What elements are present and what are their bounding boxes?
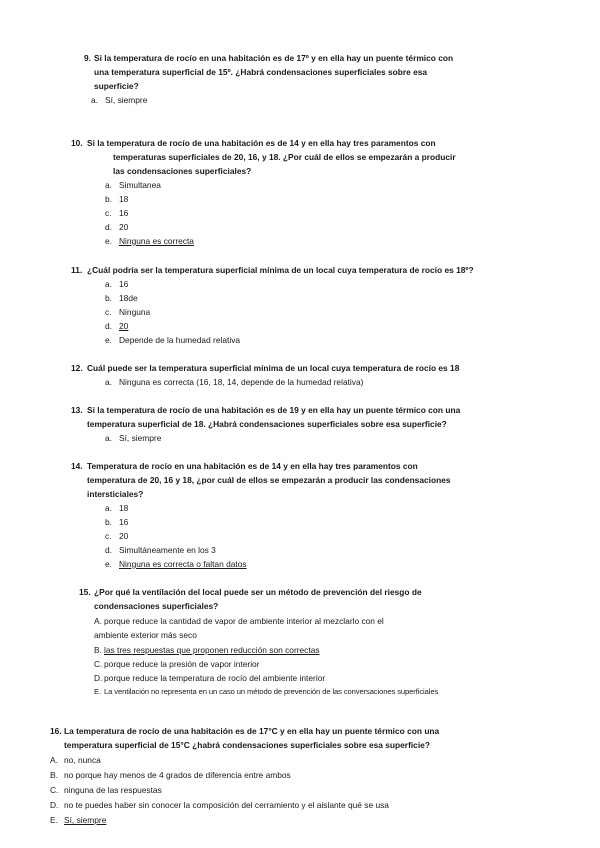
option-c (105, 531, 128, 542)
option-text: no porque hay menos de 4 grados de diferencia entre ambos (64, 770, 291, 780)
question-text-line: Si la temperatura de rocío en una habitación es de 17º y en ella hay un puente térmico con (94, 53, 454, 63)
option-letter: a. (105, 180, 112, 190)
option-text: 18 (119, 194, 129, 204)
option-text: las tres respuestas que proponen reducción son correctas (104, 645, 320, 655)
option-d (50, 800, 389, 811)
option-d (105, 321, 128, 332)
option-letter: e. (105, 236, 112, 246)
option-e (50, 815, 106, 826)
option-letter: D. (50, 800, 59, 810)
option-letter: b. (105, 517, 112, 527)
option-text: Simultanea (119, 180, 161, 190)
question-number: 9. (84, 53, 91, 63)
option-text: Ninguna es correcta (119, 236, 194, 246)
option-b (105, 293, 138, 304)
option-text: porque reduce la presión de vapor interior (104, 659, 260, 669)
question-text-line: una temperatura superficial de 15º. ¿Habrá condensaciones superficiales sobre esa (94, 67, 428, 77)
option-e (105, 559, 247, 570)
option-letter: C. (94, 659, 103, 669)
question-text-line: intersticiales? (87, 489, 144, 499)
option-text: 20 (119, 222, 129, 232)
option-letter: E. (50, 815, 58, 825)
option-letter: d. (105, 545, 112, 555)
option-text: Depende de la humedad relativa (119, 335, 241, 345)
option-letter: c. (105, 307, 112, 317)
option-text: porque reduce la cantidad de vapor de ambiente interior al mezclarlo con el (104, 616, 384, 626)
option-letter: A. (94, 616, 102, 626)
option-letter: a. (105, 279, 112, 289)
option-letter: D. (94, 673, 103, 683)
option-text: Ninguna (119, 307, 151, 317)
question-text-line: La temperatura de rocío de una habitación es de 17°C y en ella hay un puente térmico con una (64, 726, 440, 736)
option-a (105, 377, 363, 388)
option-d (94, 673, 325, 684)
option-text: 18 (119, 503, 129, 513)
option-text: Ninguna es correcta (16, 18, 14, depende de la humedad relativa) (119, 377, 364, 387)
option-letter: a. (105, 377, 112, 387)
option-text: 16 (119, 208, 129, 218)
option-b (105, 194, 128, 205)
option-c (94, 659, 260, 670)
option-a (91, 95, 147, 106)
option-a (50, 755, 101, 766)
option-text: ninguna de las respuestas (64, 785, 162, 795)
option-b (105, 517, 128, 528)
question-text-line: temperatura de 20, 16 y 18, ¿por cuál de ellos se empezarán a producir las condensaciones (87, 475, 451, 485)
option-letter: b. (105, 194, 112, 204)
option-a (105, 503, 128, 514)
option-a (105, 180, 161, 191)
option-text: Sí, siempre (105, 95, 148, 105)
option-text: porque reduce la temperatura de rocío del ambiente interior (104, 673, 326, 683)
option-letter: c. (105, 208, 112, 218)
option-letter: C. (50, 785, 59, 795)
question-number: 10. (71, 138, 83, 148)
option-c (105, 208, 128, 219)
question-number: 14. (71, 461, 83, 471)
option-d (105, 222, 128, 233)
option-a (105, 279, 128, 290)
option-c (50, 785, 162, 796)
question-text-line: superficie? (94, 81, 139, 91)
option-letter: a. (105, 433, 112, 443)
option-text: 16 (119, 517, 129, 527)
question-text-line: condensaciones superficiales? (94, 601, 219, 611)
option-a-continued (94, 630, 197, 641)
option-e (105, 335, 240, 346)
option-b (50, 770, 291, 781)
option-text: Simultáneamente en los 3 (119, 545, 216, 555)
question-number: 15. (79, 587, 91, 597)
option-letter: d. (105, 222, 112, 232)
option-b (94, 645, 320, 656)
option-text: no, nunca (64, 755, 101, 765)
option-text: 18de (119, 293, 138, 303)
option-letter: a. (105, 503, 112, 513)
option-text: no te puedes haber sin conocer la composición del cerramiento y el aislante qué se usa (64, 800, 389, 810)
option-text: Ninguna es correcta o faltan datos (119, 559, 247, 569)
question-text-line: las condensaciones superficiales? (113, 166, 252, 176)
option-text: Sí, siempre (119, 433, 162, 443)
option-letter: B. (50, 770, 58, 780)
option-letter: e. (105, 335, 112, 345)
option-letter: c. (105, 531, 112, 541)
option-d (105, 545, 216, 556)
option-e (105, 236, 194, 247)
option-text: 20 (119, 321, 129, 331)
option-text: Sí, siempre (64, 815, 107, 825)
question-text-line: temperaturas superficiales de 20, 16, y 18. ¿Por cuál de ellos se empezarán a producir (113, 152, 456, 162)
option-e (94, 687, 438, 697)
option-letter: A. (50, 755, 58, 765)
option-c (105, 307, 150, 318)
question-text-line: ¿Cuál podría ser la temperatura superficial mínima de un local cuya temperatura de rocío es 18º? (87, 265, 474, 275)
question-text-line: Si la temperatura de rocío de una habitación es de 19 y en ella hay un puente térmico con una (87, 405, 461, 415)
option-letter: B. (94, 645, 102, 655)
option-text: 16 (119, 279, 129, 289)
option-letter: E. (94, 687, 101, 696)
question-text-line: Si la temperatura de rocío de una habitación es de 14 y en ella hay tres paramentos con (87, 138, 436, 148)
option-a (105, 433, 161, 444)
option-text: ambiente exterior más seco (94, 630, 197, 640)
option-letter: d. (105, 321, 112, 331)
option-letter: e. (105, 559, 112, 569)
question-text-line: ¿Por qué la ventilación del local puede ser un método de prevención del riesgo de (94, 587, 422, 597)
question-number: 16. (50, 726, 62, 736)
option-text: 20 (119, 531, 129, 541)
question-number: 11. (71, 265, 83, 275)
question-text-line: temperatura superficial de 18. ¿Habrá condensaciones superficiales sobre esa superficie? (87, 419, 447, 429)
option-letter: a. (91, 95, 98, 105)
option-letter: b. (105, 293, 112, 303)
option-a (94, 616, 384, 627)
question-number: 12. (71, 363, 83, 373)
question-text-line: Temperatura de rocío en una habitación es de 14 y en ella hay tres paramentos con (87, 461, 418, 471)
question-text-line: temperatura superficial de 15°C ¿habrá condensaciones superficiales sobre esa superficie? (64, 740, 430, 750)
question-number: 13. (71, 405, 83, 415)
option-text: La ventilación no representa en un caso un método de prevención de las conversaciones superficiales (104, 687, 439, 696)
question-text-line: Cuál puede ser la temperatura superficial mínima de un local cuya temperatura de rocío es 18 (87, 363, 460, 373)
